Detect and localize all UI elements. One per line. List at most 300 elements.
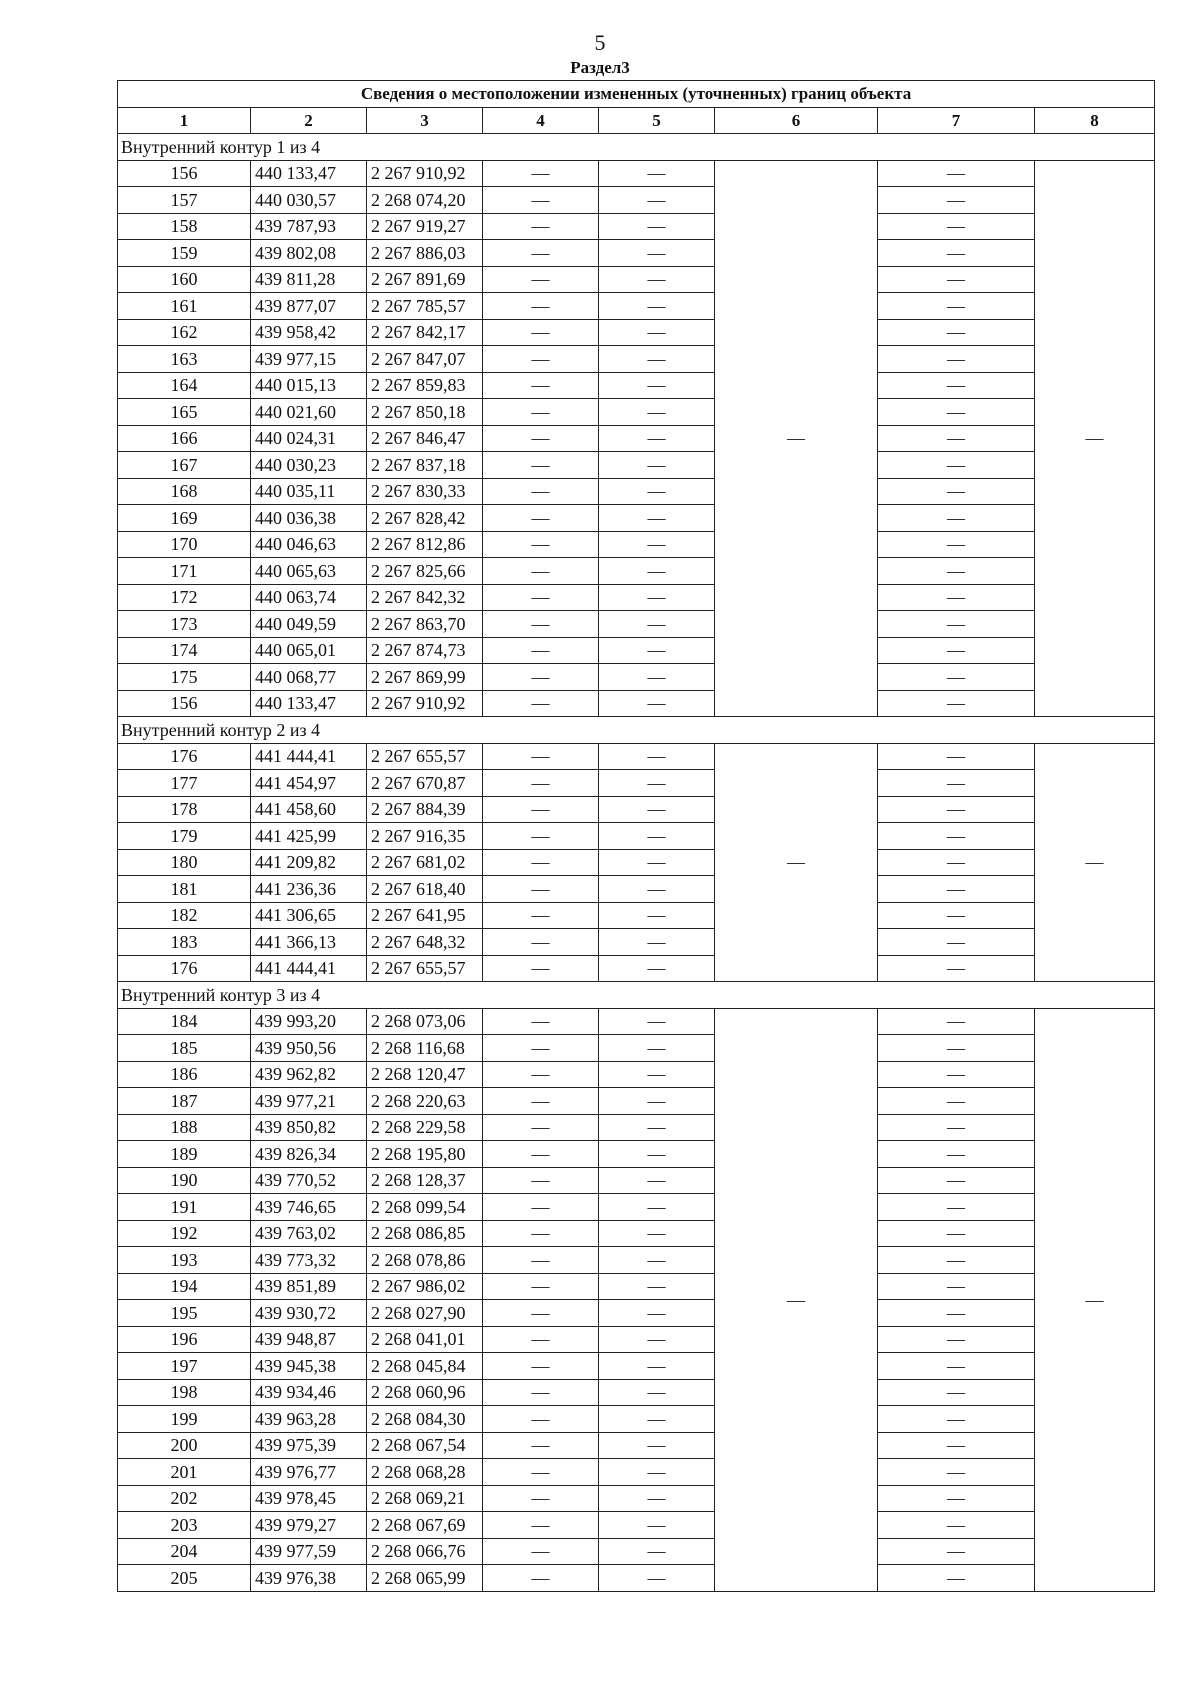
x-coordinate-cell: 441 425,99	[251, 823, 367, 850]
x-coordinate-cell: 439 976,77	[251, 1459, 367, 1486]
col5-dash-cell: —	[599, 187, 715, 214]
y-coordinate-cell: 2 267 641,95	[367, 902, 483, 929]
x-coordinate-cell: 441 236,36	[251, 876, 367, 903]
col5-dash-cell: —	[599, 770, 715, 797]
col7-dash-cell: —	[878, 1512, 1035, 1539]
col5-dash-cell: —	[599, 1538, 715, 1565]
coordinates-table	[117, 80, 1155, 1592]
col5-dash-cell: —	[599, 425, 715, 452]
col4-dash-cell: —	[483, 346, 599, 373]
col4-dash-cell: —	[483, 637, 599, 664]
point-number-cell: 177	[118, 770, 251, 797]
col4-dash-cell: —	[483, 240, 599, 267]
table-row	[118, 743, 1155, 770]
col4-dash-cell: —	[483, 1406, 599, 1433]
table-row	[118, 160, 1155, 187]
table-row	[118, 849, 1155, 876]
col4-dash-cell: —	[483, 1220, 599, 1247]
page-number: 5	[594, 30, 606, 55]
col4-dash-cell: —	[483, 1194, 599, 1221]
col4-dash-cell: —	[483, 1353, 599, 1380]
column-number: 5	[599, 108, 715, 134]
table-row	[118, 1061, 1155, 1088]
col7-dash-cell: —	[878, 266, 1035, 293]
col4-dash-cell: —	[483, 690, 599, 717]
x-coordinate-cell: 441 444,41	[251, 955, 367, 982]
y-coordinate-cell: 2 268 229,58	[367, 1114, 483, 1141]
point-number-cell: 163	[118, 346, 251, 373]
col4-dash-cell: —	[483, 1167, 599, 1194]
y-coordinate-cell: 2 267 648,32	[367, 929, 483, 956]
table-row	[118, 1141, 1155, 1168]
table-row	[118, 1273, 1155, 1300]
contour-label: Внутренний контур 3 из 4	[118, 982, 1155, 1009]
table-row	[118, 266, 1155, 293]
table-row	[118, 531, 1155, 558]
col4-dash-cell: —	[483, 399, 599, 426]
x-coordinate-cell: 439 945,38	[251, 1353, 367, 1380]
col5-dash-cell: —	[599, 1432, 715, 1459]
col4-dash-cell: —	[483, 823, 599, 850]
table-row	[118, 637, 1155, 664]
point-number-cell: 185	[118, 1035, 251, 1062]
x-coordinate-cell: 439 958,42	[251, 319, 367, 346]
table-row	[118, 1326, 1155, 1353]
col7-dash-cell: —	[878, 823, 1035, 850]
point-number-cell: 193	[118, 1247, 251, 1274]
col7-dash-cell: —	[878, 1141, 1035, 1168]
x-coordinate-cell: 439 877,07	[251, 293, 367, 320]
col7-dash-cell: —	[878, 902, 1035, 929]
point-number-cell: 174	[118, 637, 251, 664]
point-number-cell: 188	[118, 1114, 251, 1141]
col4-dash-cell: —	[483, 213, 599, 240]
x-coordinate-cell: 439 826,34	[251, 1141, 367, 1168]
col5-dash-cell: —	[599, 240, 715, 267]
point-number-cell: 180	[118, 849, 251, 876]
y-coordinate-cell: 2 268 074,20	[367, 187, 483, 214]
x-coordinate-cell: 440 049,59	[251, 611, 367, 638]
y-coordinate-cell: 2 268 078,86	[367, 1247, 483, 1274]
col7-dash-cell: —	[878, 876, 1035, 903]
point-number-cell: 156	[118, 690, 251, 717]
col4-dash-cell: —	[483, 1114, 599, 1141]
table-row	[118, 876, 1155, 903]
col5-dash-cell: —	[599, 955, 715, 982]
table-row	[118, 955, 1155, 982]
col5-dash-cell: —	[599, 1008, 715, 1035]
x-coordinate-cell: 439 950,56	[251, 1035, 367, 1062]
col5-dash-cell: —	[599, 1194, 715, 1221]
y-coordinate-cell: 2 268 220,63	[367, 1088, 483, 1115]
col7-dash-cell: —	[878, 1379, 1035, 1406]
point-number-cell: 178	[118, 796, 251, 823]
table-row	[118, 1194, 1155, 1221]
point-number-cell: 184	[118, 1008, 251, 1035]
table-row	[118, 1035, 1155, 1062]
col7-dash-cell: —	[878, 293, 1035, 320]
column-number: 2	[251, 108, 367, 134]
col7-dash-cell: —	[878, 187, 1035, 214]
table-row	[118, 240, 1155, 267]
column-number: 1	[118, 108, 251, 134]
col5-dash-cell: —	[599, 1406, 715, 1433]
point-number-cell: 187	[118, 1088, 251, 1115]
y-coordinate-cell: 2 268 120,47	[367, 1061, 483, 1088]
col5-dash-cell: —	[599, 1035, 715, 1062]
column-number: 4	[483, 108, 599, 134]
col4-dash-cell: —	[483, 1512, 599, 1539]
x-coordinate-cell: 439 975,39	[251, 1432, 367, 1459]
col4-dash-cell: —	[483, 743, 599, 770]
col7-dash-cell: —	[878, 1326, 1035, 1353]
contour-row	[118, 134, 1155, 161]
col5-dash-cell: —	[599, 823, 715, 850]
point-number-cell: 182	[118, 902, 251, 929]
x-coordinate-cell: 439 851,89	[251, 1273, 367, 1300]
point-number-cell: 181	[118, 876, 251, 903]
y-coordinate-cell: 2 268 065,99	[367, 1565, 483, 1592]
col5-dash-cell: —	[599, 849, 715, 876]
col4-dash-cell: —	[483, 1485, 599, 1512]
table-row	[118, 690, 1155, 717]
col4-dash-cell: —	[483, 452, 599, 479]
col5-dash-cell: —	[599, 584, 715, 611]
y-coordinate-cell: 2 268 073,06	[367, 1008, 483, 1035]
table-caption-row	[118, 81, 1155, 108]
x-coordinate-cell: 441 444,41	[251, 743, 367, 770]
col4-dash-cell: —	[483, 611, 599, 638]
col7-dash-cell: —	[878, 346, 1035, 373]
col7-dash-cell: —	[878, 743, 1035, 770]
col5-dash-cell: —	[599, 1088, 715, 1115]
col4-dash-cell: —	[483, 1088, 599, 1115]
col7-dash-cell: —	[878, 796, 1035, 823]
x-coordinate-cell: 439 993,20	[251, 1008, 367, 1035]
y-coordinate-cell: 2 267 869,99	[367, 664, 483, 691]
col4-dash-cell: —	[483, 266, 599, 293]
col4-dash-cell: —	[483, 293, 599, 320]
point-number-cell: 167	[118, 452, 251, 479]
point-number-cell: 169	[118, 505, 251, 532]
point-number-cell: 171	[118, 558, 251, 585]
col5-dash-cell: —	[599, 1141, 715, 1168]
table-row	[118, 1353, 1155, 1380]
point-number-cell: 183	[118, 929, 251, 956]
y-coordinate-cell: 2 267 886,03	[367, 240, 483, 267]
x-coordinate-cell: 440 030,23	[251, 452, 367, 479]
contour-label: Внутренний контур 1 из 4	[118, 134, 1155, 161]
table-row	[118, 1247, 1155, 1274]
col7-dash-cell: —	[878, 1300, 1035, 1327]
col5-dash-cell: —	[599, 1114, 715, 1141]
table-caption: Сведения о местоположении измененных (уточненных) границ объекта	[118, 81, 1155, 108]
point-number-cell: 161	[118, 293, 251, 320]
col5-dash-cell: —	[599, 796, 715, 823]
col7-dash-cell: —	[878, 1353, 1035, 1380]
contour-row	[118, 982, 1155, 1009]
y-coordinate-cell: 2 267 837,18	[367, 452, 483, 479]
col5-dash-cell: —	[599, 1326, 715, 1353]
x-coordinate-cell: 439 930,72	[251, 1300, 367, 1327]
col7-dash-cell: —	[878, 1273, 1035, 1300]
col5-dash-cell: —	[599, 531, 715, 558]
x-coordinate-cell: 439 977,15	[251, 346, 367, 373]
col5-dash-cell: —	[599, 611, 715, 638]
table-row	[118, 1432, 1155, 1459]
col5-dash-cell: —	[599, 637, 715, 664]
col7-dash-cell: —	[878, 505, 1035, 532]
col4-dash-cell: —	[483, 1432, 599, 1459]
x-coordinate-cell: 439 962,82	[251, 1061, 367, 1088]
col5-dash-cell: —	[599, 1565, 715, 1592]
y-coordinate-cell: 2 267 874,73	[367, 637, 483, 664]
y-coordinate-cell: 2 268 066,76	[367, 1538, 483, 1565]
col4-dash-cell: —	[483, 955, 599, 982]
col5-dash-cell: —	[599, 690, 715, 717]
table-row	[118, 1300, 1155, 1327]
point-number-cell: 191	[118, 1194, 251, 1221]
y-coordinate-cell: 2 267 655,57	[367, 743, 483, 770]
col7-dash-cell: —	[878, 1432, 1035, 1459]
col7-dash-cell: —	[878, 770, 1035, 797]
x-coordinate-cell: 440 133,47	[251, 690, 367, 717]
col4-dash-cell: —	[483, 929, 599, 956]
x-coordinate-cell: 439 979,27	[251, 1512, 367, 1539]
point-number-cell: 201	[118, 1459, 251, 1486]
y-coordinate-cell: 2 268 116,68	[367, 1035, 483, 1062]
table-row	[118, 319, 1155, 346]
y-coordinate-cell: 2 268 067,54	[367, 1432, 483, 1459]
col7-dash-cell: —	[878, 1406, 1035, 1433]
point-number-cell: 192	[118, 1220, 251, 1247]
y-coordinate-cell: 2 267 919,27	[367, 213, 483, 240]
x-coordinate-cell: 441 454,97	[251, 770, 367, 797]
col5-dash-cell: —	[599, 1512, 715, 1539]
y-coordinate-cell: 2 267 812,86	[367, 531, 483, 558]
col5-dash-cell: —	[599, 558, 715, 585]
col5-dash-cell: —	[599, 902, 715, 929]
point-number-cell: 179	[118, 823, 251, 850]
y-coordinate-cell: 2 267 863,70	[367, 611, 483, 638]
point-number-cell: 168	[118, 478, 251, 505]
point-number-cell: 175	[118, 664, 251, 691]
point-number-cell: 199	[118, 1406, 251, 1433]
col7-dash-cell: —	[878, 664, 1035, 691]
col7-dash-cell: —	[878, 584, 1035, 611]
y-coordinate-cell: 2 268 099,54	[367, 1194, 483, 1221]
col4-dash-cell: —	[483, 876, 599, 903]
y-coordinate-cell: 2 268 045,84	[367, 1353, 483, 1380]
col7-dash-cell: —	[878, 611, 1035, 638]
col5-dash-cell: —	[599, 160, 715, 187]
x-coordinate-cell: 440 021,60	[251, 399, 367, 426]
col5-dash-cell: —	[599, 1220, 715, 1247]
point-number-cell: 164	[118, 372, 251, 399]
col4-dash-cell: —	[483, 1273, 599, 1300]
x-coordinate-cell: 439 934,46	[251, 1379, 367, 1406]
col4-dash-cell: —	[483, 319, 599, 346]
table-row	[118, 187, 1155, 214]
y-coordinate-cell: 2 267 847,07	[367, 346, 483, 373]
col7-dash-cell: —	[878, 929, 1035, 956]
column-number: 7	[878, 108, 1035, 134]
y-coordinate-cell: 2 267 681,02	[367, 849, 483, 876]
col5-dash-cell: —	[599, 1061, 715, 1088]
point-number-cell: 176	[118, 955, 251, 982]
point-number-cell: 197	[118, 1353, 251, 1380]
table-row	[118, 425, 1155, 452]
table-row	[118, 1565, 1155, 1592]
col4-dash-cell: —	[483, 770, 599, 797]
col4-dash-cell: —	[483, 1538, 599, 1565]
col5-dash-cell: —	[599, 1379, 715, 1406]
col7-dash-cell: —	[878, 1247, 1035, 1274]
col7-dash-cell: —	[878, 1167, 1035, 1194]
x-coordinate-cell: 439 802,08	[251, 240, 367, 267]
section-title: Раздел3	[570, 58, 630, 77]
contour-label: Внутренний контур 2 из 4	[118, 717, 1155, 744]
point-number-cell: 204	[118, 1538, 251, 1565]
point-number-cell: 194	[118, 1273, 251, 1300]
col5-dash-cell: —	[599, 372, 715, 399]
x-coordinate-cell: 440 065,63	[251, 558, 367, 585]
col4-dash-cell: —	[483, 796, 599, 823]
col7-dash-cell: —	[878, 319, 1035, 346]
y-coordinate-cell: 2 267 828,42	[367, 505, 483, 532]
point-number-cell: 200	[118, 1432, 251, 1459]
col5-dash-cell: —	[599, 346, 715, 373]
point-number-cell: 205	[118, 1565, 251, 1592]
table-row	[118, 929, 1155, 956]
col7-dash-cell: —	[878, 690, 1035, 717]
table-row	[118, 1088, 1155, 1115]
col5-dash-cell: —	[599, 743, 715, 770]
col7-dash-cell: —	[878, 1008, 1035, 1035]
table-row	[118, 452, 1155, 479]
col7-dash-cell: —	[878, 452, 1035, 479]
col5-dash-cell: —	[599, 1459, 715, 1486]
col4-dash-cell: —	[483, 1300, 599, 1327]
col5-dash-cell: —	[599, 929, 715, 956]
y-coordinate-cell: 2 268 041,01	[367, 1326, 483, 1353]
y-coordinate-cell: 2 267 785,57	[367, 293, 483, 320]
point-number-cell: 190	[118, 1167, 251, 1194]
col4-dash-cell: —	[483, 1141, 599, 1168]
column-number: 8	[1035, 108, 1155, 134]
col8-merged-dash-cell: —	[1035, 160, 1155, 717]
col4-dash-cell: —	[483, 1035, 599, 1062]
x-coordinate-cell: 440 065,01	[251, 637, 367, 664]
y-coordinate-cell: 2 267 986,02	[367, 1273, 483, 1300]
x-coordinate-cell: 439 977,59	[251, 1538, 367, 1565]
table-row	[118, 372, 1155, 399]
col7-dash-cell: —	[878, 849, 1035, 876]
table-row	[118, 478, 1155, 505]
col7-dash-cell: —	[878, 637, 1035, 664]
x-coordinate-cell: 439 770,52	[251, 1167, 367, 1194]
point-number-cell: 203	[118, 1512, 251, 1539]
table-row	[118, 1406, 1155, 1433]
table-row	[118, 823, 1155, 850]
point-number-cell: 162	[118, 319, 251, 346]
col4-dash-cell: —	[483, 1061, 599, 1088]
point-number-cell: 186	[118, 1061, 251, 1088]
col4-dash-cell: —	[483, 849, 599, 876]
col5-dash-cell: —	[599, 1247, 715, 1274]
x-coordinate-cell: 440 036,38	[251, 505, 367, 532]
col7-dash-cell: —	[878, 1485, 1035, 1512]
col5-dash-cell: —	[599, 266, 715, 293]
col7-dash-cell: —	[878, 240, 1035, 267]
table-row	[118, 1220, 1155, 1247]
point-number-cell: 158	[118, 213, 251, 240]
table-row	[118, 1538, 1155, 1565]
table-row	[118, 664, 1155, 691]
table-row	[118, 346, 1155, 373]
y-coordinate-cell: 2 268 060,96	[367, 1379, 483, 1406]
y-coordinate-cell: 2 267 618,40	[367, 876, 483, 903]
col5-dash-cell: —	[599, 876, 715, 903]
y-coordinate-cell: 2 267 884,39	[367, 796, 483, 823]
y-coordinate-cell: 2 268 068,28	[367, 1459, 483, 1486]
col5-dash-cell: —	[599, 293, 715, 320]
col6-merged-dash-cell: —	[715, 743, 878, 982]
point-number-cell: 172	[118, 584, 251, 611]
y-coordinate-cell: 2 267 891,69	[367, 266, 483, 293]
column-number: 6	[715, 108, 878, 134]
y-coordinate-cell: 2 268 195,80	[367, 1141, 483, 1168]
x-coordinate-cell: 439 763,02	[251, 1220, 367, 1247]
col4-dash-cell: —	[483, 1379, 599, 1406]
col5-dash-cell: —	[599, 319, 715, 346]
y-coordinate-cell: 2 268 027,90	[367, 1300, 483, 1327]
col7-dash-cell: —	[878, 1114, 1035, 1141]
x-coordinate-cell: 439 773,32	[251, 1247, 367, 1274]
col4-dash-cell: —	[483, 664, 599, 691]
point-number-cell: 189	[118, 1141, 251, 1168]
col7-dash-cell: —	[878, 1538, 1035, 1565]
x-coordinate-cell: 439 850,82	[251, 1114, 367, 1141]
point-number-cell: 166	[118, 425, 251, 452]
x-coordinate-cell: 439 746,65	[251, 1194, 367, 1221]
col5-dash-cell: —	[599, 452, 715, 479]
point-number-cell: 198	[118, 1379, 251, 1406]
point-number-cell: 202	[118, 1485, 251, 1512]
y-coordinate-cell: 2 267 846,47	[367, 425, 483, 452]
coordinates-table-body	[118, 81, 1155, 1592]
col7-dash-cell: —	[878, 531, 1035, 558]
col7-dash-cell: —	[878, 1194, 1035, 1221]
point-number-cell: 173	[118, 611, 251, 638]
table-row	[118, 796, 1155, 823]
point-number-cell: 176	[118, 743, 251, 770]
table-row	[118, 1167, 1155, 1194]
point-number-cell: 159	[118, 240, 251, 267]
table-row	[118, 770, 1155, 797]
x-coordinate-cell: 440 068,77	[251, 664, 367, 691]
x-coordinate-cell: 440 015,13	[251, 372, 367, 399]
table-row	[118, 1379, 1155, 1406]
col4-dash-cell: —	[483, 187, 599, 214]
col5-dash-cell: —	[599, 505, 715, 532]
col5-dash-cell: —	[599, 478, 715, 505]
y-coordinate-cell: 2 268 128,37	[367, 1167, 483, 1194]
x-coordinate-cell: 440 133,47	[251, 160, 367, 187]
col4-dash-cell: —	[483, 425, 599, 452]
col6-merged-dash-cell: —	[715, 1008, 878, 1591]
y-coordinate-cell: 2 267 859,83	[367, 372, 483, 399]
